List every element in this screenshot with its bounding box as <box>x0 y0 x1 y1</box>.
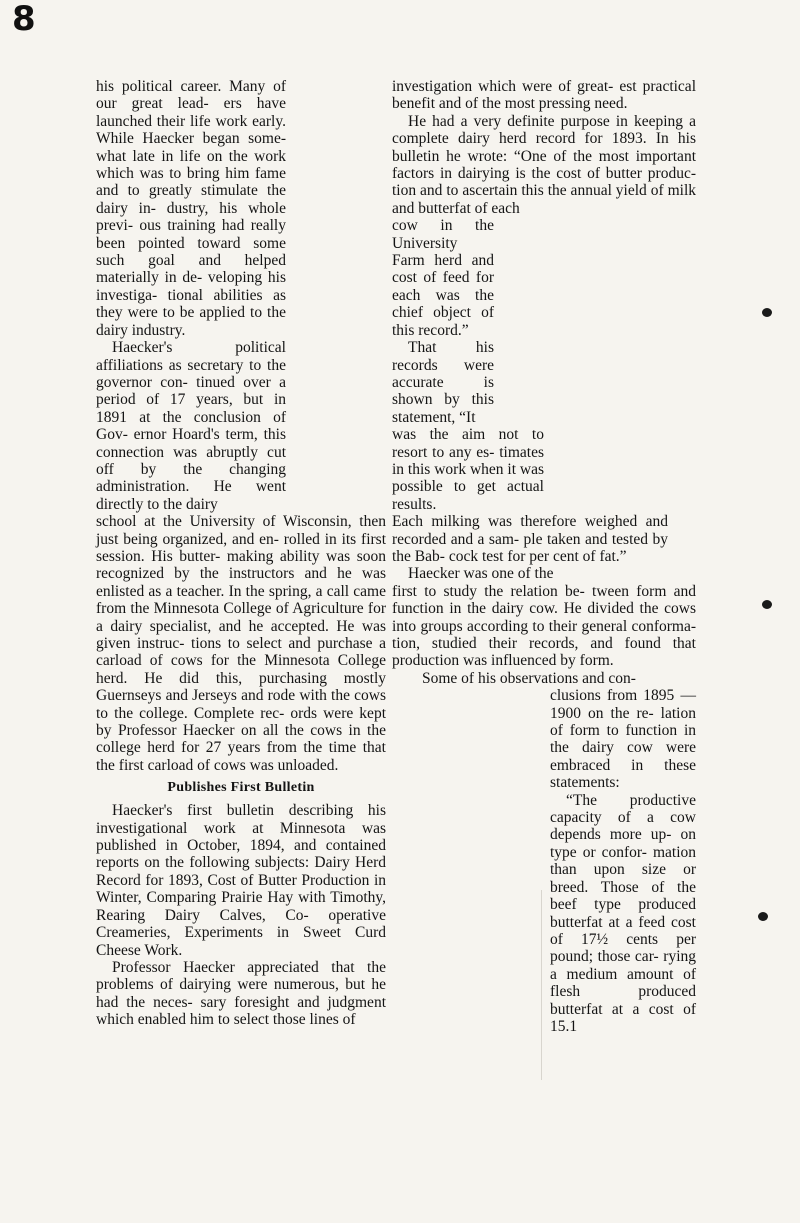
punch-hole-mark <box>762 308 772 317</box>
paragraph-left-3: Haecker's first bulletin describing his investigational work at Minnesota was published in October, 1894, and contained reports on the following subjects: Dairy Herd Record for 1893, Cost of Butter Production in Winter, Comparing Prairie Hay with Timothy, Rearing Dairy Calves, Co- operative Creameries, Experiments in Sweet Curd Cheese Work. <box>96 802 386 959</box>
paragraph-right-5-top: Some of his observations and con- <box>422 669 636 687</box>
paragraph-right-4-top: Haecker was one of the <box>408 565 554 583</box>
section-heading: Publishes First Bulletin <box>167 780 315 796</box>
paragraph-left-2-bottom: school at the University of Wisconsin, then just being organized, and en- rolled in its first session. His butter- making ability was soon recognized by the instructors and he was enlisted as a teacher. In the spring, a call came from the Minnesota College of Agriculture for a dairy specialist, and he accepted. He was given instruc- tions to select and purchase a carload of cows for the Minnesota College herd. He did this, purchasing mostly Guernseys and Jerseys and rode with the cows to the college. Complete rec- ords were kept by Professor Haecker on all the cows in the college herd for 27 years from the time that the first carload of cows was unloaded. <box>96 513 386 774</box>
paragraph-right-3-top: That his records were accurate is shown by this statement, “It <box>392 339 494 426</box>
margin-rule <box>541 890 542 1080</box>
left-column <box>96 78 386 1029</box>
paragraph-left-1: his political career. Many of our great lead- ers have launched their life work early. While Haecker began some- what late in life on the work which was to bring him fame and to greatly stimulate the dairy in- dustry, his whole previ- ous training had really been pointed toward some such goal and helped materially in de- veloping his investiga- tional abilities as they were to be applied to the dairy industry. <box>96 78 286 339</box>
paragraph-right-6: “The productive capacity of a cow depends more up- on type or confor- mation than upon size or breed. Those of the beef type produced butterfat at a feed cost of 17½ cents per pound; those car- rying a medium amount of flesh produced butterfat at a cost of 15.1 <box>550 791 696 1035</box>
paragraph-right-2-top: He had a very definite purpose in keeping a complete dairy herd record for 1893. In his bulletin he wrote: “One of the most important factors in dairying is the cost of butter produc- tion and to ascertain this the annual yield of milk and butterfat of each <box>392 112 696 217</box>
punch-hole-mark <box>758 912 768 921</box>
paragraph-right-1: investigation which were of great- est practical benefit and of the most pressing need. <box>392 78 696 113</box>
paragraph-right-2-bottom: cow in the University Farm herd and cost of feed for each was the chief object of this record.” <box>392 217 494 339</box>
paragraph-left-4: Professor Haecker appreciated that the problems of dairying were numerous, but he had the neces- sary foresight and judgment which enabled him to select those lines of <box>96 958 386 1029</box>
right-column <box>392 78 696 1035</box>
page-number: 8 <box>12 0 36 39</box>
punch-hole-mark <box>762 600 772 609</box>
paragraph-right-5-bottom: clusions from 1895 —1900 on the re- lation of form to function in the dairy cow were embraced in these statements: <box>550 687 696 792</box>
paragraph-right-4-bottom: first to study the relation be- tween form and function in the dairy cow. He divided the cows into groups according to their general conforma- tion, studied their records, and found that production was influenced by form. <box>392 582 696 670</box>
paragraph-left-2-top: Haecker's political affiliations as secretary to the governor con- tinued over a period of 17 years, but in 1891 at the conclusion of Gov- ernor Hoard's term, this connection was abruptly cut off by the changing administration. He went directly to the dairy <box>96 339 286 513</box>
paragraph-right-3-bottom: Each milking was therefore weighed and recorded and a sam- ple taken and tested by the Bab- cock test for per cent of fat.” <box>392 513 668 565</box>
paragraph-right-3-middle: was the aim not to resort to any es- timates in this work when it was possible to get actual results. <box>392 426 544 513</box>
